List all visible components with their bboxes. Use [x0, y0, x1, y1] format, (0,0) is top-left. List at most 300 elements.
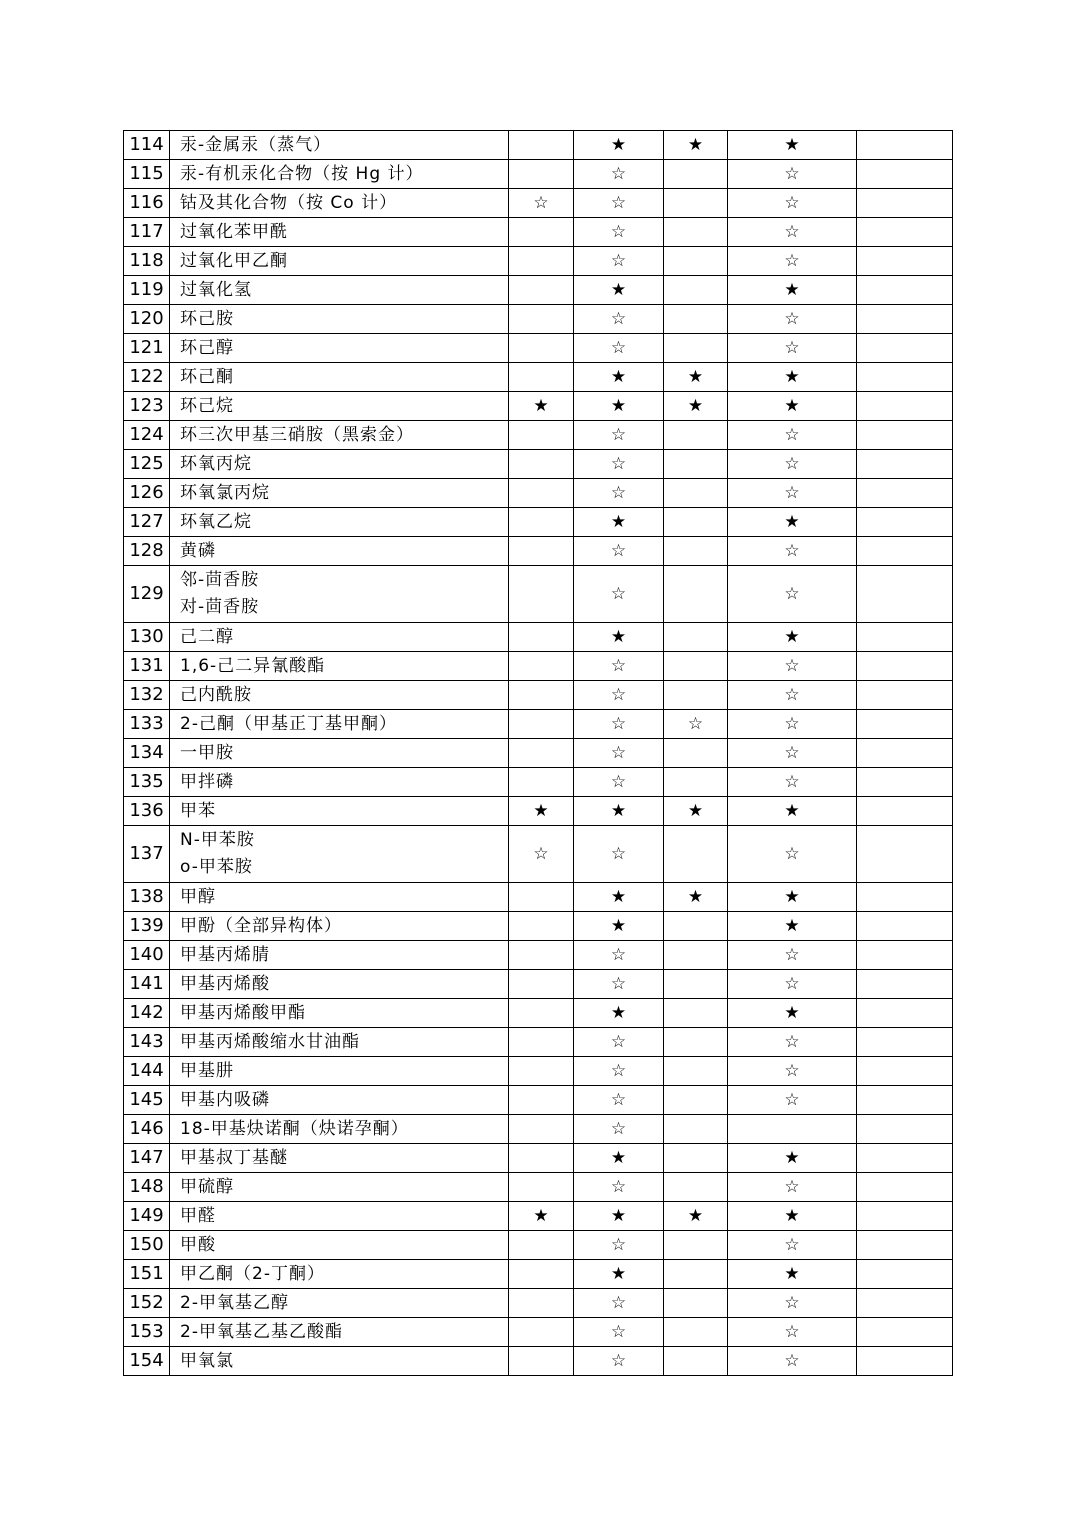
- mark-cell-col-1: [509, 1086, 574, 1115]
- mark-cell-col-5: [857, 276, 953, 305]
- substance-name-cell: [170, 970, 509, 999]
- substance-name: 甲乙酮（2-丁酮）: [180, 1263, 325, 1284]
- mark-cell-col-2: ☆: [574, 826, 664, 883]
- row-number: 147: [124, 1144, 170, 1173]
- row-number: 126: [124, 479, 170, 508]
- mark-cell-col-1: [509, 883, 574, 912]
- substance-name-cell: [170, 189, 509, 218]
- row-number: 138: [124, 883, 170, 912]
- mark-cell-col-3: [664, 276, 728, 305]
- mark-cell-col-4: ☆: [728, 1173, 857, 1202]
- table-row: [124, 623, 953, 652]
- table-row: [124, 218, 953, 247]
- substance-name: 过氧化苯甲酰: [180, 221, 288, 242]
- row-number: 121: [124, 334, 170, 363]
- substance-name-cell: [170, 1173, 509, 1202]
- mark-cell-col-3: [664, 247, 728, 276]
- substance-name-cell: [170, 160, 509, 189]
- substance-name: 甲基叔丁基醚: [180, 1147, 288, 1168]
- mark-cell-col-1: ★: [509, 797, 574, 826]
- mark-cell-col-3: [664, 768, 728, 797]
- mark-cell-col-4: ☆: [728, 652, 857, 681]
- substance-name: 甲氧氯: [180, 1350, 234, 1371]
- substance-table: [123, 130, 953, 1376]
- row-number: 135: [124, 768, 170, 797]
- mark-cell-col-1: [509, 970, 574, 999]
- table-row: [124, 334, 953, 363]
- mark-cell-col-4: ★: [728, 999, 857, 1028]
- mark-cell-col-3: [664, 1289, 728, 1318]
- substance-name: 甲苯: [180, 800, 216, 821]
- mark-cell-col-2: ☆: [574, 218, 664, 247]
- mark-cell-col-2: ★: [574, 883, 664, 912]
- mark-cell-col-3: ★: [664, 363, 728, 392]
- row-number: 129: [124, 566, 170, 623]
- table-row: [124, 566, 953, 623]
- substance-name-cell: [170, 421, 509, 450]
- mark-cell-col-2: ☆: [574, 566, 664, 623]
- mark-cell-col-4: ☆: [728, 189, 857, 218]
- mark-cell-col-5: [857, 1028, 953, 1057]
- mark-cell-col-3: [664, 450, 728, 479]
- mark-cell-col-1: [509, 218, 574, 247]
- mark-cell-col-4: [728, 1115, 857, 1144]
- mark-cell-col-1: [509, 1028, 574, 1057]
- mark-cell-col-3: [664, 479, 728, 508]
- mark-cell-col-1: [509, 1318, 574, 1347]
- mark-cell-col-5: [857, 970, 953, 999]
- mark-cell-col-5: [857, 1144, 953, 1173]
- substance-name: 甲酸: [180, 1234, 216, 1255]
- mark-cell-col-3: [664, 941, 728, 970]
- mark-cell-col-3: [664, 421, 728, 450]
- mark-cell-col-5: [857, 305, 953, 334]
- mark-cell-col-5: [857, 1347, 953, 1376]
- mark-cell-col-1: [509, 1144, 574, 1173]
- mark-cell-col-2: ☆: [574, 160, 664, 189]
- mark-cell-col-4: ☆: [728, 1028, 857, 1057]
- mark-cell-col-3: [664, 1173, 728, 1202]
- substance-name: 己内酰胺: [180, 684, 252, 705]
- mark-cell-col-5: [857, 247, 953, 276]
- mark-cell-col-3: [664, 1028, 728, 1057]
- substance-name: 甲基肼: [180, 1060, 234, 1081]
- mark-cell-col-1: [509, 1057, 574, 1086]
- substance-name-cell: [170, 797, 509, 826]
- substance-name-cell: [170, 566, 509, 623]
- substance-name: 甲醛: [180, 1205, 216, 1226]
- substance-name-cell: [170, 1115, 509, 1144]
- table-row: [124, 508, 953, 537]
- row-number: 152: [124, 1289, 170, 1318]
- row-number: 154: [124, 1347, 170, 1376]
- substance-name: 甲基丙烯酸: [180, 973, 270, 994]
- mark-cell-col-3: [664, 1115, 728, 1144]
- mark-cell-col-3: ★: [664, 1202, 728, 1231]
- mark-cell-col-4: ★: [728, 131, 857, 160]
- mark-cell-col-3: [664, 189, 728, 218]
- mark-cell-col-4: ★: [728, 508, 857, 537]
- substance-name: 环氧丙烷: [180, 453, 252, 474]
- mark-cell-col-3: [664, 1057, 728, 1086]
- mark-cell-col-4: ★: [728, 912, 857, 941]
- row-number: 114: [124, 131, 170, 160]
- row-number: 142: [124, 999, 170, 1028]
- mark-cell-col-1: [509, 1347, 574, 1376]
- substance-name-cell: [170, 1231, 509, 1260]
- mark-cell-col-5: [857, 421, 953, 450]
- mark-cell-col-4: ★: [728, 1144, 857, 1173]
- substance-name: 甲醇: [180, 886, 216, 907]
- table-row: [124, 131, 953, 160]
- table-row: [124, 392, 953, 421]
- substance-name: 己二醇: [180, 626, 234, 647]
- mark-cell-col-5: [857, 797, 953, 826]
- mark-cell-col-1: [509, 1289, 574, 1318]
- mark-cell-col-2: ☆: [574, 739, 664, 768]
- substance-name: 甲基内吸磷: [180, 1089, 270, 1110]
- mark-cell-col-3: [664, 160, 728, 189]
- mark-cell-col-4: ☆: [728, 970, 857, 999]
- mark-cell-col-5: [857, 1318, 953, 1347]
- mark-cell-col-5: [857, 999, 953, 1028]
- mark-cell-col-5: [857, 1086, 953, 1115]
- mark-cell-col-3: [664, 305, 728, 334]
- table-row: [124, 883, 953, 912]
- mark-cell-col-5: [857, 739, 953, 768]
- row-number: 149: [124, 1202, 170, 1231]
- table-row: [124, 363, 953, 392]
- mark-cell-col-4: ☆: [728, 247, 857, 276]
- mark-cell-col-4: ☆: [728, 826, 857, 883]
- substance-name: 甲硫醇: [180, 1176, 234, 1197]
- table-row: [124, 305, 953, 334]
- table-row: [124, 652, 953, 681]
- table-row: [124, 710, 953, 739]
- substance-name: 甲拌磷: [180, 771, 234, 792]
- mark-cell-col-3: ★: [664, 131, 728, 160]
- row-number: 130: [124, 623, 170, 652]
- mark-cell-col-5: [857, 710, 953, 739]
- mark-cell-col-5: [857, 1202, 953, 1231]
- table-row: [124, 1173, 953, 1202]
- substance-name-cell: [170, 681, 509, 710]
- mark-cell-col-5: [857, 1231, 953, 1260]
- mark-cell-col-5: [857, 941, 953, 970]
- row-number: 115: [124, 160, 170, 189]
- row-number: 144: [124, 1057, 170, 1086]
- mark-cell-col-2: ★: [574, 363, 664, 392]
- mark-cell-col-1: [509, 710, 574, 739]
- substance-name-cell: [170, 652, 509, 681]
- table-row: [124, 479, 953, 508]
- substance-name: 环己醇: [180, 337, 234, 358]
- substance-name-cell: [170, 247, 509, 276]
- substance-name: 黄磷: [180, 540, 216, 561]
- mark-cell-col-4: ☆: [728, 1347, 857, 1376]
- mark-cell-col-3: ★: [664, 797, 728, 826]
- substance-name-cell: [170, 999, 509, 1028]
- table-row: [124, 1057, 953, 1086]
- substance-name: 2-甲氧基乙醇: [180, 1292, 289, 1313]
- substance-name-cell: [170, 1086, 509, 1115]
- table-row: [124, 1318, 953, 1347]
- substance-name-cell: [170, 941, 509, 970]
- mark-cell-col-5: [857, 334, 953, 363]
- substance-name-cell: [170, 450, 509, 479]
- mark-cell-col-3: [664, 739, 728, 768]
- substance-name-cell: [170, 1057, 509, 1086]
- mark-cell-col-1: [509, 1115, 574, 1144]
- row-number: 116: [124, 189, 170, 218]
- mark-cell-col-3: [664, 912, 728, 941]
- mark-cell-col-4: ☆: [728, 479, 857, 508]
- mark-cell-col-1: [509, 999, 574, 1028]
- row-number: 150: [124, 1231, 170, 1260]
- table-row: [124, 1115, 953, 1144]
- substance-name: o-甲苯胺: [180, 857, 253, 877]
- mark-cell-col-4: ☆: [728, 566, 857, 623]
- mark-cell-col-4: ★: [728, 363, 857, 392]
- mark-cell-col-4: ☆: [728, 160, 857, 189]
- mark-cell-col-3: [664, 537, 728, 566]
- mark-cell-col-2: ☆: [574, 479, 664, 508]
- row-number: 133: [124, 710, 170, 739]
- mark-cell-col-2: ☆: [574, 710, 664, 739]
- row-number: 146: [124, 1115, 170, 1144]
- substance-name: 一甲胺: [180, 742, 234, 763]
- mark-cell-col-5: [857, 450, 953, 479]
- substance-name-cell: [170, 1202, 509, 1231]
- substance-name: 对-茴香胺: [180, 597, 260, 617]
- table-row: [124, 1347, 953, 1376]
- table-row: [124, 1260, 953, 1289]
- mark-cell-col-1: [509, 1260, 574, 1289]
- substance-name-cell: [170, 883, 509, 912]
- mark-cell-col-4: ☆: [728, 681, 857, 710]
- substance-name-cell: [170, 1318, 509, 1347]
- row-number: 134: [124, 739, 170, 768]
- mark-cell-col-1: [509, 160, 574, 189]
- table-row: [124, 941, 953, 970]
- substance-name-cell: [170, 710, 509, 739]
- substance-name-cell: [170, 1144, 509, 1173]
- row-number: 148: [124, 1173, 170, 1202]
- mark-cell-col-3: [664, 652, 728, 681]
- substance-name: 环己胺: [180, 308, 234, 329]
- mark-cell-col-1: [509, 537, 574, 566]
- mark-cell-col-5: [857, 681, 953, 710]
- mark-cell-col-1: [509, 276, 574, 305]
- mark-cell-col-4: ★: [728, 623, 857, 652]
- mark-cell-col-3: [664, 1231, 728, 1260]
- row-number: 125: [124, 450, 170, 479]
- mark-cell-col-3: [664, 1347, 728, 1376]
- mark-cell-col-5: [857, 652, 953, 681]
- mark-cell-col-2: ☆: [574, 450, 664, 479]
- row-number: 136: [124, 797, 170, 826]
- mark-cell-col-2: ☆: [574, 768, 664, 797]
- table-row: [124, 1086, 953, 1115]
- substance-name-cell: [170, 768, 509, 797]
- mark-cell-col-1: ★: [509, 392, 574, 421]
- mark-cell-col-1: [509, 739, 574, 768]
- mark-cell-col-4: ★: [728, 1202, 857, 1231]
- mark-cell-col-1: [509, 363, 574, 392]
- substance-name-cell: [170, 363, 509, 392]
- mark-cell-col-3: ☆: [664, 710, 728, 739]
- table-row: [124, 1289, 953, 1318]
- mark-cell-col-5: [857, 363, 953, 392]
- row-number: 139: [124, 912, 170, 941]
- row-number: 143: [124, 1028, 170, 1057]
- mark-cell-col-2: ★: [574, 131, 664, 160]
- mark-cell-col-1: ★: [509, 1202, 574, 1231]
- mark-cell-col-5: [857, 1260, 953, 1289]
- mark-cell-col-1: [509, 623, 574, 652]
- row-number: 118: [124, 247, 170, 276]
- mark-cell-col-4: ☆: [728, 537, 857, 566]
- substance-name: 2-己酮（甲基正丁基甲酮）: [180, 713, 397, 734]
- mark-cell-col-4: ☆: [728, 421, 857, 450]
- table-row: [124, 768, 953, 797]
- mark-cell-col-4: ☆: [728, 710, 857, 739]
- mark-cell-col-1: ☆: [509, 189, 574, 218]
- mark-cell-col-3: [664, 218, 728, 247]
- substance-name: 环氧氯丙烷: [180, 482, 270, 503]
- mark-cell-col-5: [857, 392, 953, 421]
- mark-cell-col-2: ☆: [574, 305, 664, 334]
- table-row: [124, 1144, 953, 1173]
- mark-cell-col-2: ☆: [574, 189, 664, 218]
- mark-cell-col-2: ☆: [574, 1289, 664, 1318]
- mark-cell-col-4: ★: [728, 1260, 857, 1289]
- mark-cell-col-2: ☆: [574, 1115, 664, 1144]
- table-row: [124, 247, 953, 276]
- mark-cell-col-4: ☆: [728, 768, 857, 797]
- substance-name-cell: [170, 739, 509, 768]
- mark-cell-col-1: [509, 508, 574, 537]
- row-number: 131: [124, 652, 170, 681]
- mark-cell-col-2: ★: [574, 1144, 664, 1173]
- mark-cell-col-4: ☆: [728, 1057, 857, 1086]
- substance-name-cell: [170, 305, 509, 334]
- substance-name: 钴及其化合物（按 Co 计）: [180, 192, 398, 213]
- substance-name: 过氧化甲乙酮: [180, 250, 288, 271]
- mark-cell-col-3: [664, 508, 728, 537]
- mark-cell-col-2: ★: [574, 392, 664, 421]
- substance-name: 甲基丙烯酸缩水甘油酯: [180, 1031, 360, 1052]
- mark-cell-col-1: [509, 421, 574, 450]
- mark-cell-col-5: [857, 623, 953, 652]
- mark-cell-col-5: [857, 826, 953, 883]
- mark-cell-col-4: ☆: [728, 941, 857, 970]
- mark-cell-col-2: ☆: [574, 1347, 664, 1376]
- row-number: 141: [124, 970, 170, 999]
- substance-name: N-甲苯胺: [180, 830, 255, 850]
- mark-cell-col-2: ☆: [574, 1173, 664, 1202]
- substance-name: 18-甲基炔诺酮（炔诺孕酮）: [180, 1118, 409, 1139]
- mark-cell-col-3: ★: [664, 392, 728, 421]
- substance-name-cell: [170, 537, 509, 566]
- mark-cell-col-4: ★: [728, 883, 857, 912]
- table-row: [124, 1202, 953, 1231]
- substance-name-cell: [170, 1028, 509, 1057]
- mark-cell-col-2: ☆: [574, 421, 664, 450]
- mark-cell-col-2: ☆: [574, 247, 664, 276]
- mark-cell-col-5: [857, 537, 953, 566]
- substance-name: 2-甲氧基乙基乙酸酯: [180, 1321, 343, 1342]
- row-number: 124: [124, 421, 170, 450]
- row-number: 145: [124, 1086, 170, 1115]
- mark-cell-col-2: ★: [574, 912, 664, 941]
- row-number: 132: [124, 681, 170, 710]
- row-number: 140: [124, 941, 170, 970]
- mark-cell-col-2: ☆: [574, 941, 664, 970]
- table-row: [124, 1231, 953, 1260]
- substance-name-cell: [170, 131, 509, 160]
- row-number: 151: [124, 1260, 170, 1289]
- mark-cell-col-2: ☆: [574, 334, 664, 363]
- mark-cell-col-3: [664, 681, 728, 710]
- mark-cell-col-3: [664, 1086, 728, 1115]
- mark-cell-col-2: ★: [574, 508, 664, 537]
- substance-name-cell: [170, 392, 509, 421]
- mark-cell-col-2: ★: [574, 999, 664, 1028]
- row-number: 153: [124, 1318, 170, 1347]
- mark-cell-col-4: ★: [728, 797, 857, 826]
- mark-cell-col-2: ☆: [574, 1318, 664, 1347]
- mark-cell-col-2: ☆: [574, 1231, 664, 1260]
- mark-cell-col-1: [509, 479, 574, 508]
- table-row: [124, 1028, 953, 1057]
- mark-cell-col-5: [857, 1115, 953, 1144]
- substance-name-cell: [170, 334, 509, 363]
- table-row: [124, 421, 953, 450]
- mark-cell-col-2: ☆: [574, 652, 664, 681]
- table-row: [124, 189, 953, 218]
- mark-cell-col-1: [509, 1231, 574, 1260]
- table-row: [124, 970, 953, 999]
- mark-cell-col-4: ★: [728, 392, 857, 421]
- mark-cell-col-5: [857, 508, 953, 537]
- table-row: [124, 797, 953, 826]
- row-number: 128: [124, 537, 170, 566]
- mark-cell-col-1: [509, 247, 574, 276]
- table-body: [124, 131, 953, 1376]
- substance-name: 环氧乙烷: [180, 511, 252, 532]
- mark-cell-col-4: ☆: [728, 1289, 857, 1318]
- table-row: [124, 681, 953, 710]
- mark-cell-col-3: [664, 970, 728, 999]
- substance-name: 邻-茴香胺: [180, 570, 260, 590]
- mark-cell-col-5: [857, 189, 953, 218]
- mark-cell-col-3: [664, 334, 728, 363]
- substance-name-cell: [170, 826, 509, 883]
- mark-cell-col-3: [664, 566, 728, 623]
- mark-cell-col-3: [664, 826, 728, 883]
- mark-cell-col-3: [664, 623, 728, 652]
- mark-cell-col-2: ☆: [574, 970, 664, 999]
- mark-cell-col-4: ☆: [728, 739, 857, 768]
- table-row: [124, 160, 953, 189]
- row-number: 119: [124, 276, 170, 305]
- mark-cell-col-3: [664, 999, 728, 1028]
- substance-name-cell: [170, 508, 509, 537]
- mark-cell-col-3: ★: [664, 883, 728, 912]
- table-row: [124, 999, 953, 1028]
- mark-cell-col-3: [664, 1318, 728, 1347]
